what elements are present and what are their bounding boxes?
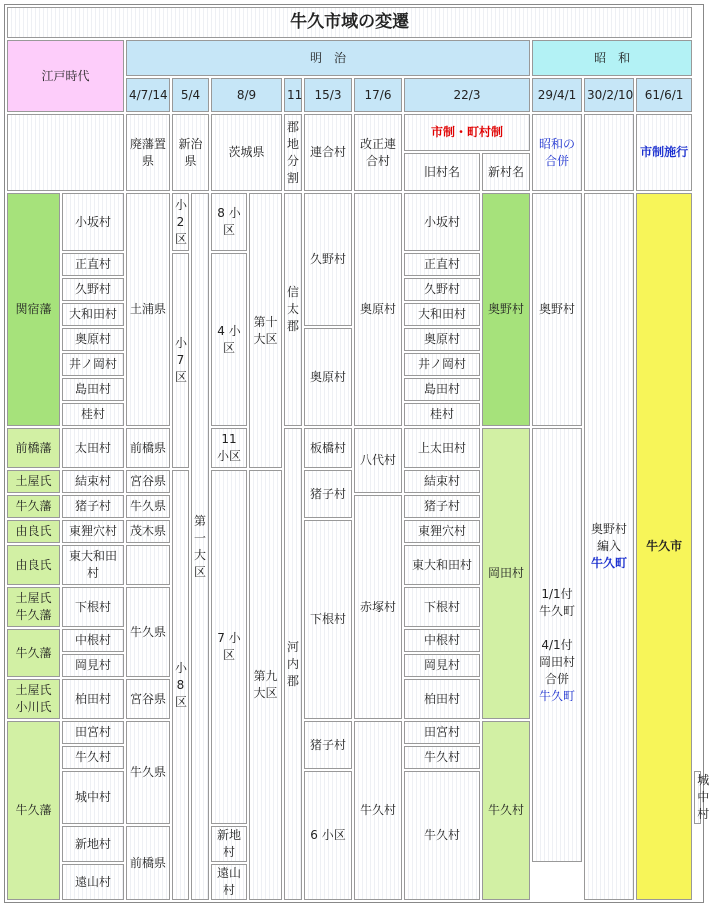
date-cell: 17/6 xyxy=(354,78,402,112)
header-shisei: 市制・町村制 xyxy=(404,114,530,151)
shinji-ku7: 小 7 区 xyxy=(172,253,189,468)
han-sekijuku: 関宿藩 xyxy=(7,193,60,426)
kaisei-cell: 奥原村 xyxy=(354,193,402,426)
village-cell: 岡見村 xyxy=(62,654,124,677)
rengo-cell: 猪子村 xyxy=(304,721,352,769)
pref-maebashi-2: 前橋県 xyxy=(126,826,170,900)
rengo-cell: 奥原村 xyxy=(304,328,352,426)
village-cell: 東大和田村 xyxy=(62,545,124,585)
han-ushiku: 牛久藩 xyxy=(7,495,60,518)
merge-town1: 牛久町 xyxy=(538,603,575,618)
rengo-cell: 下根村 xyxy=(304,520,352,719)
era-showa: 昭 和 xyxy=(532,40,692,76)
date-cell: 15/3 xyxy=(304,78,352,112)
rengo-cell: 猪子村 xyxy=(304,470,352,518)
kyuson-cell: 猪子村 xyxy=(404,495,480,518)
ibaraki-ku4: 4 小区 xyxy=(211,253,247,426)
ibaraki-ku8: 8 小区 xyxy=(211,193,247,251)
header-gunku: 郡地分割 xyxy=(284,114,302,191)
kyuson-cell: 中根村 xyxy=(404,629,480,652)
header-haihan: 廃藩置県 xyxy=(126,114,170,191)
han-ushiku-2: 牛久藩 xyxy=(7,629,60,677)
kyuson-cell: 新地村 xyxy=(211,826,247,862)
pref-maebashi: 前橋県 xyxy=(126,428,170,468)
ushiku-history-table xyxy=(4,4,709,903)
pref-ushiku: 牛久県 xyxy=(126,495,170,518)
han-maebashi: 前橋藩 xyxy=(7,428,60,468)
era-meiji: 明 治 xyxy=(126,40,530,76)
merge-label: 合併 xyxy=(544,671,569,686)
shinson-cell: 岡田村 xyxy=(482,428,530,719)
village-cell: 太田村 xyxy=(62,428,124,468)
kyuson-cell: 田宮村 xyxy=(404,721,480,744)
pref-miyaya: 宮谷県 xyxy=(126,470,170,493)
hennyu-village: 奥野村 xyxy=(590,522,627,536)
village-cell: 久野村 xyxy=(62,278,124,301)
kyuson-cell: 正直村 xyxy=(404,253,480,276)
ibaraki-ku11: 11 小区 xyxy=(211,428,247,468)
gun-kawachi: 河内郡 xyxy=(284,428,302,900)
header-blank-2 xyxy=(584,114,634,191)
kyuson-cell: 井ノ岡村 xyxy=(404,353,480,376)
shinji-dai1: 第一大区 xyxy=(191,193,209,900)
pref-tsuchiura: 土浦県 xyxy=(126,193,170,426)
kyuson-cell: 遠山村 xyxy=(211,864,247,900)
header-blank xyxy=(7,114,124,191)
village-cell: 井ノ岡村 xyxy=(62,353,124,376)
ibaraki-dai10: 第十大区 xyxy=(249,193,282,468)
kyuson-cell: 奥原村 xyxy=(404,328,480,351)
village-cell: 中根村 xyxy=(62,629,124,652)
kyuson-cell: 東大和田村 xyxy=(404,545,480,585)
shinji-ku8: 小 8 区 xyxy=(172,470,189,900)
gun-shinobu: 信太郡 xyxy=(284,193,302,426)
rengo-cell: 板橋村 xyxy=(304,428,352,468)
header-kaisei: 改正連合村 xyxy=(354,114,402,191)
merge-town2: 牛久町 xyxy=(538,688,575,703)
era-edo: 江戸時代 xyxy=(7,40,124,112)
city-ushiku: 牛久市 xyxy=(636,193,692,900)
village-cell: 小坂村 xyxy=(62,193,124,251)
kyuson-cell: 下根村 xyxy=(404,587,480,627)
kyuson-cell: 牛久村 xyxy=(404,746,480,769)
header-kyuson: 旧村名 xyxy=(404,153,480,191)
merge-date2: 4/1付 xyxy=(541,637,573,652)
pref-ushiku-2: 牛久県 xyxy=(126,587,170,677)
han-tsuchiya-ogawa: 土屋氏 小川氏 xyxy=(7,679,60,719)
pref-miyaya-2: 宮谷県 xyxy=(126,679,170,719)
date-cell: 22/3 xyxy=(404,78,530,112)
kyuson-cell: 城中村 xyxy=(694,771,701,824)
kyuson-cell: 小坂村 xyxy=(404,193,480,251)
village-cell: 東狸穴村 xyxy=(62,520,124,543)
header-rengo: 連合村 xyxy=(304,114,352,191)
village-cell: 正直村 xyxy=(62,253,124,276)
han-ushiku-3: 牛久藩 xyxy=(7,721,60,900)
kyuson-cell: 柏田村 xyxy=(404,679,480,719)
date-cell: 30/2/10 xyxy=(584,78,634,112)
kyuson-cell: 大和田村 xyxy=(404,303,480,326)
ibaraki-ku7: 7 小区 xyxy=(211,470,247,824)
shinson-cell: 奥野村 xyxy=(482,193,530,426)
showa-merge xyxy=(532,428,582,862)
village-cell: 大和田村 xyxy=(62,303,124,326)
table-title: 牛久市域の変遷 xyxy=(7,7,692,38)
merge-date1: 1/1付 xyxy=(541,586,573,601)
village-cell: 新地村 xyxy=(62,826,124,862)
date-cell: 8/9 xyxy=(211,78,282,112)
hennyu-label: 編入 xyxy=(596,539,621,553)
hennyu-town: 牛久町 xyxy=(590,556,627,570)
village-cell: 柏田村 xyxy=(62,679,124,719)
rengo-cell: 牛久村 xyxy=(404,771,480,900)
kyuson-cell: 結束村 xyxy=(404,470,480,493)
date-cell: 4/7/14 xyxy=(126,78,170,112)
kyuson-cell: 岡見村 xyxy=(404,654,480,677)
han-tsuchiya-ushiku: 土屋氏 牛久藩 xyxy=(7,587,60,627)
kyuson-cell: 桂村 xyxy=(404,403,480,426)
shinji-ku2: 小 2 区 xyxy=(172,193,189,251)
rengo-cell: 久野村 xyxy=(304,193,352,326)
date-cell: 5/4 xyxy=(172,78,209,112)
kyuson-cell: 久野村 xyxy=(404,278,480,301)
village-cell: 田宮村 xyxy=(62,721,124,744)
village-cell: 下根村 xyxy=(62,587,124,627)
village-cell: 遠山村 xyxy=(62,864,124,900)
shinson-cell: 牛久村 xyxy=(482,721,530,900)
header-showa-gappei: 昭和の合併 xyxy=(532,114,582,191)
header-shisei-shiko: 市制施行 xyxy=(636,114,692,191)
merge-okada: 岡田村 xyxy=(538,654,575,669)
kyuson-cell: 東狸穴村 xyxy=(404,520,480,543)
han-tsuchiya: 土屋氏 xyxy=(7,470,60,493)
village-cell: 奥原村 xyxy=(62,328,124,351)
village-cell: 牛久村 xyxy=(62,746,124,769)
header-shinji: 新治県 xyxy=(172,114,209,191)
date-cell: 61/6/1 xyxy=(636,78,692,112)
village-cell: 島田村 xyxy=(62,378,124,401)
ibaraki-dai9: 第九大区 xyxy=(249,470,282,900)
village-cell: 結束村 xyxy=(62,470,124,493)
showa-okuno: 奥野村 xyxy=(532,193,582,426)
kaisei-cell: 八代村 xyxy=(354,428,402,493)
kaisei-cell: 赤塚村 xyxy=(354,495,402,719)
header-ibaraki: 茨城県 xyxy=(211,114,282,191)
village-cell: 桂村 xyxy=(62,403,124,426)
kyuson-cell: 上太田村 xyxy=(404,428,480,468)
ibaraki-ku6: 6 小区 xyxy=(304,771,352,900)
village-cell: 猪子村 xyxy=(62,495,124,518)
kyuson-cell: 島田村 xyxy=(404,378,480,401)
han-yura-2: 由良氏 xyxy=(7,545,60,585)
pref-ushiku-3: 牛久県 xyxy=(126,721,170,824)
date-cell: 29/4/1 xyxy=(532,78,582,112)
han-yura: 由良氏 xyxy=(7,520,60,543)
pref-mogi: 茂木県 xyxy=(126,520,170,543)
showa-hennyu xyxy=(584,193,634,900)
date-cell: 11 xyxy=(284,78,302,112)
header-shinson: 新村名 xyxy=(482,153,530,191)
pref-blank xyxy=(126,545,170,585)
kaisei-cell: 牛久村 xyxy=(354,721,402,900)
village-cell: 城中村 xyxy=(62,771,124,824)
